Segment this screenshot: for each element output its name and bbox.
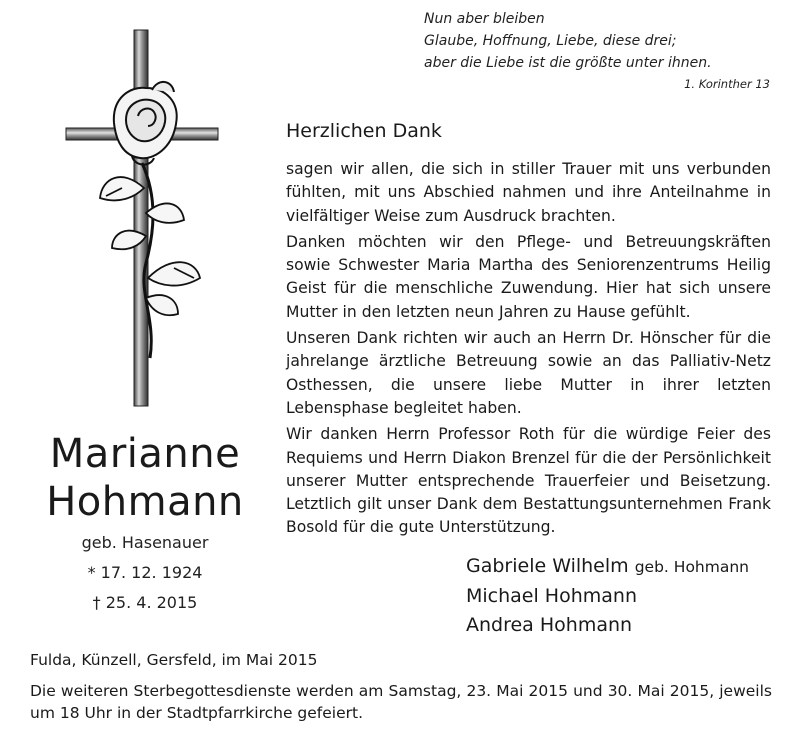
deceased-info bbox=[30, 430, 260, 618]
birth-date: * 17. 12. 1924 bbox=[87, 563, 203, 582]
bible-quote bbox=[424, 8, 770, 94]
quote-line: aber die Liebe ist die größte unter ihnen. bbox=[424, 55, 712, 71]
paragraph: sagen wir allen, die sich in stiller Trauer mit uns verbunden fühlten, mit uns Abschied nahmen und ihre Anteilnahme in vielfältiger Weise zum Ausdruck brachten. bbox=[286, 160, 771, 225]
thanks-body bbox=[286, 158, 771, 543]
quote-line: Glaube, Hoffnung, Liebe, diese drei; bbox=[424, 33, 677, 49]
death-date: † 25. 4. 2015 bbox=[92, 593, 198, 612]
quote-line: Nun aber bleiben bbox=[424, 11, 545, 27]
paragraph: Wir danken Herrn Professor Roth für die würdige Feier des Requiems und Herrn Diakon Brenzel für die der Persönlichkeit unserer Mutter entsprechende Trauerfeier und Beisetzung. Letztlich gilt unser Dank dem Bestattungsunternehmen Frank Bosold für die gute Unterstützung. bbox=[286, 425, 771, 537]
signer-name: Michael Hohmann bbox=[466, 585, 637, 607]
signers-list bbox=[466, 552, 786, 640]
signer-name: Andrea Hohmann bbox=[466, 614, 633, 636]
maiden-name: geb. Hasenauer bbox=[81, 533, 209, 552]
signer-name: Gabriele Wilhelm bbox=[466, 555, 629, 577]
place-and-date: Fulda, Künzell, Gersfeld, im Mai 2015 bbox=[30, 651, 318, 669]
service-note: Die weiteren Sterbegottesdienste werden am Samstag, 23. Mai 2015 und 30. Mai 2015, jeweils um 18 Uhr in der Stadtpfarrkirche gefeiert. bbox=[30, 682, 772, 722]
cross-with-rose-icon bbox=[62, 28, 222, 408]
thanks-heading: Herzlichen Dank bbox=[286, 120, 442, 142]
signer bbox=[466, 611, 786, 640]
signer bbox=[466, 582, 786, 611]
signer-suffix: geb. Hohmann bbox=[634, 558, 749, 576]
paragraph: Unseren Dank richten wir auch an Herrn Dr. Hönscher für die jahrelange ärztliche Betreuung sowie an das Palliativ-Netz Osthessen, die unsere liebe Mutter in ihrer letzten Lebensphase begleitet haben. bbox=[286, 329, 771, 417]
paragraph: Danken möchten wir den Pflege- und Betreuungskräften sowie Schwester Maria Martha des Seniorenzentrums Heilig Geist für die menschliche Zuwendung. Hier hat sich unsere Mutter in den letzten neun Jahren zu Hause gefühlt. bbox=[286, 232, 771, 321]
deceased-last-name: Hohmann bbox=[46, 479, 244, 525]
deceased-first-name: Marianne bbox=[49, 431, 241, 477]
signer bbox=[466, 552, 786, 582]
quote-source: 1. Korinther 13 bbox=[684, 77, 770, 91]
